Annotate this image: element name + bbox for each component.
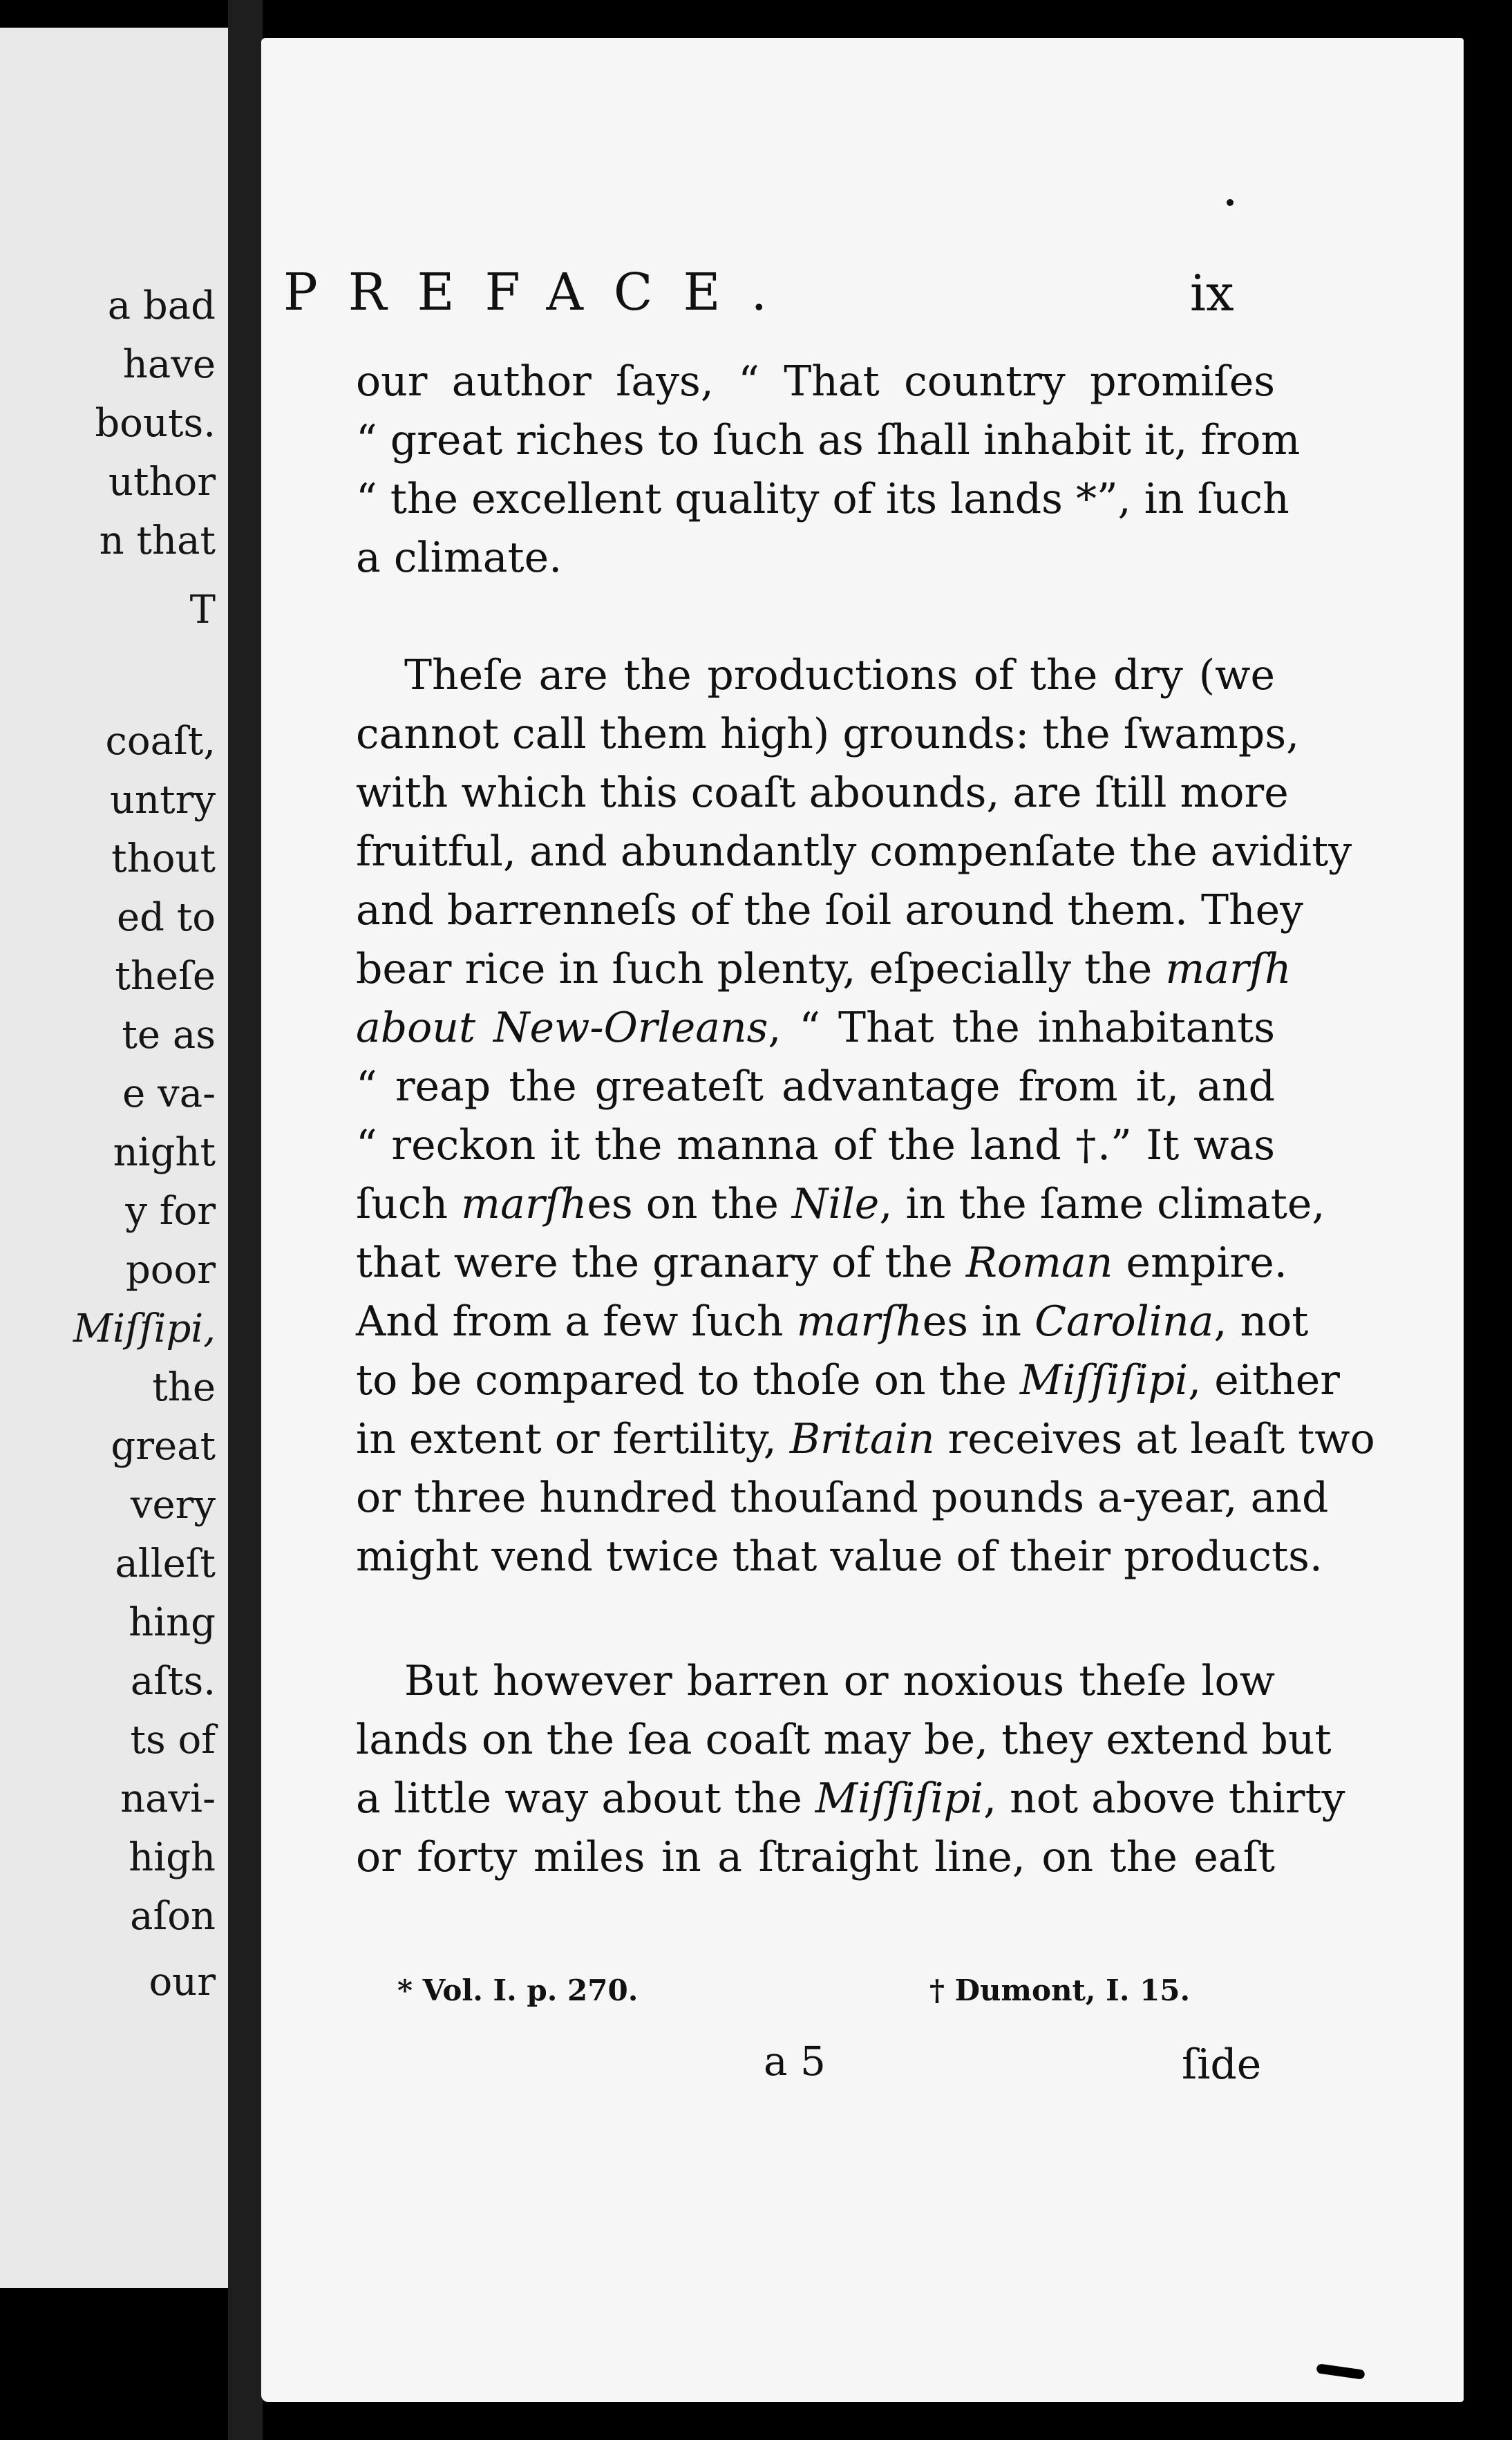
left-page-fragment: thout bbox=[111, 836, 216, 881]
left-page-fragment: aſon bbox=[130, 1894, 216, 1939]
signature-mark: a 5 bbox=[764, 2038, 826, 2085]
text-line: But however barren or noxious theſe low bbox=[404, 1657, 1275, 1705]
footnote-right: † Dumont, I. 15. bbox=[929, 1973, 1191, 2007]
left-page-fragment: uthor bbox=[108, 460, 216, 505]
left-page-fragment: n that bbox=[99, 518, 216, 563]
left-page-fragment: aſts. bbox=[130, 1659, 216, 1704]
footnote-left: * Vol. I. p. 270. bbox=[397, 1973, 639, 2007]
left-page-fragment: hing bbox=[129, 1600, 216, 1645]
page-number: ix bbox=[1190, 264, 1234, 322]
left-page-fragment: untry bbox=[109, 778, 216, 823]
text-line: and barrenneſs of the ſoil around them. They bbox=[356, 886, 1304, 935]
ink-speck bbox=[1227, 199, 1234, 206]
left-page-fragment: high bbox=[129, 1835, 216, 1880]
left-page-fragment: alleſt bbox=[115, 1541, 216, 1586]
left-page-fragment: ts of bbox=[130, 1718, 216, 1763]
catchword: ſide bbox=[1182, 2040, 1262, 2089]
text-line: with which this coaſt abounds, are ſtill more bbox=[356, 769, 1289, 817]
left-page-fragment: theſe bbox=[115, 954, 216, 999]
left-page-fragment: bouts. bbox=[95, 401, 216, 446]
left-page-fragment: a bad bbox=[107, 283, 216, 328]
text-line: And from a few ſuch marſhes in Carolina, not bbox=[356, 1297, 1309, 1346]
text-line: “ reap the greateſt advantage from it, and bbox=[356, 1062, 1275, 1111]
text-line: cannot call them high) grounds: the ſwamps, bbox=[356, 710, 1300, 758]
left-page-fragment: Miſſipi, bbox=[73, 1306, 216, 1351]
text-line: “ reckon it the manna of the land †.” It was bbox=[356, 1121, 1275, 1170]
text-line: or three hundred thouſand pounds a-year, and bbox=[356, 1474, 1329, 1522]
book-gutter bbox=[228, 0, 263, 2440]
left-page-fragment: e va- bbox=[122, 1071, 216, 1116]
text-line: Theſe are the productions of the dry (we bbox=[404, 651, 1275, 700]
text-line: fruitful, and abundantly compenſate the avidity bbox=[356, 827, 1352, 876]
left-page-fragment: our bbox=[149, 1960, 216, 2005]
text-line: lands on the ſea coaſt may be, they extend but bbox=[356, 1716, 1332, 1764]
running-title: PREFACE. bbox=[283, 263, 798, 322]
text-line: a climate. bbox=[356, 534, 563, 582]
text-line: about New-Orleans, “ That the inhabitants bbox=[356, 1004, 1275, 1052]
text-line: our author ſays, “ That country promiſes bbox=[356, 357, 1275, 406]
left-page-fragment: have bbox=[122, 342, 216, 387]
left-page-fragment: y for bbox=[125, 1189, 216, 1234]
text-line: might vend twice that value of their products. bbox=[356, 1532, 1323, 1581]
left-page-fragment: great bbox=[111, 1424, 216, 1469]
text-line: in extent or fertility, Britain receives at leaſt two bbox=[356, 1415, 1375, 1463]
text-line: bear rice in ſuch plenty, eſpecially the marſh bbox=[356, 945, 1292, 993]
left-page-fragment: the bbox=[152, 1365, 216, 1410]
left-page-fragment: night bbox=[113, 1130, 216, 1175]
left-page-fragment: te as bbox=[122, 1013, 216, 1058]
text-line: “ the excellent quality of its lands *”, in ſuch bbox=[356, 475, 1289, 523]
text-line: ſuch marſhes on the Nile, in the ſame climate, bbox=[356, 1180, 1325, 1228]
left-page-fragment: T bbox=[189, 588, 216, 632]
facing-page-left bbox=[0, 28, 232, 2288]
text-line: that were the granary of the Roman empire. bbox=[356, 1239, 1287, 1287]
left-page-fragment: ed to bbox=[116, 895, 216, 940]
left-page-fragment: navi- bbox=[120, 1776, 216, 1821]
left-page-fragment: very bbox=[130, 1483, 216, 1528]
left-page-fragment: coaſt, bbox=[105, 719, 216, 764]
text-line: or forty miles in a ſtraight line, on the eaſt bbox=[356, 1833, 1275, 1881]
left-page-fragment: poor bbox=[125, 1248, 216, 1293]
text-line: a little way about the Miſſiſipi, not above thirty bbox=[356, 1774, 1345, 1823]
text-line: to be compared to thoſe on the Miſſiſipi, either bbox=[356, 1356, 1340, 1405]
text-line: “ great riches to ſuch as ſhall inhabit it, from bbox=[356, 416, 1301, 464]
